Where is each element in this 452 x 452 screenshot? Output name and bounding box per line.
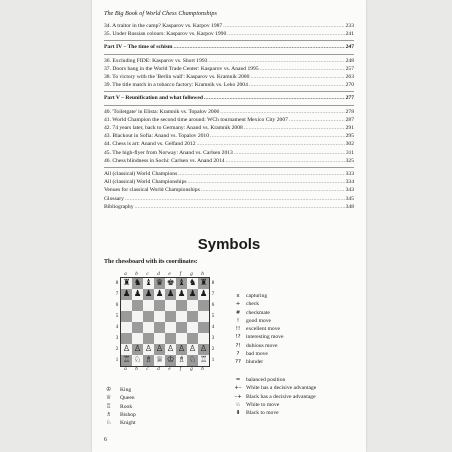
toc-entry bbox=[104, 124, 354, 132]
rank-label: 2 bbox=[115, 347, 119, 352]
rank-label: 4 bbox=[115, 325, 119, 330]
board-square bbox=[187, 311, 198, 322]
file-label: b bbox=[135, 272, 138, 277]
board-square bbox=[154, 322, 165, 333]
file-label: h bbox=[201, 272, 204, 277]
toc-entry bbox=[104, 108, 354, 116]
piece bbox=[106, 394, 136, 402]
board-square-piece: ♜ bbox=[199, 278, 208, 289]
eval-symbol bbox=[230, 376, 316, 384]
board-square-piece: ♖ bbox=[122, 355, 131, 366]
move-symbol-symbol: !! bbox=[235, 326, 241, 333]
eval-symbol bbox=[230, 384, 316, 392]
toc-title: 40. 'Toiletgate' in Elista: Kramnik vs. Topalov 2006 bbox=[104, 108, 220, 115]
move-symbol bbox=[230, 342, 283, 350]
file-label: f bbox=[179, 272, 182, 277]
toc-page: 302 bbox=[345, 141, 354, 148]
board-square bbox=[187, 300, 198, 311]
piece-symbols-legend bbox=[106, 386, 136, 427]
board-square bbox=[121, 300, 132, 311]
rank-label: 8 bbox=[211, 281, 215, 286]
toc-leader bbox=[204, 94, 345, 102]
toc-title: 39. The title match in a tobacco factory: Kramnik vs. Leko 2004 bbox=[104, 82, 248, 89]
eval-symbol-symbol: = bbox=[235, 377, 241, 383]
move-symbol-text: interesting move bbox=[246, 334, 284, 341]
toc-title: All (classical) World Champions bbox=[104, 171, 178, 178]
chessboard bbox=[120, 277, 210, 367]
toc-page: 278 bbox=[345, 108, 354, 115]
toc-page: 277 bbox=[345, 95, 354, 102]
board-square bbox=[165, 322, 176, 333]
toc-title: Part IV – The time of schism bbox=[104, 44, 173, 51]
file-label: b bbox=[135, 367, 138, 372]
board-square bbox=[176, 300, 187, 311]
move-symbol bbox=[230, 292, 283, 300]
board-square-piece: ♟ bbox=[166, 289, 175, 300]
toc-entry bbox=[104, 140, 354, 148]
toc-leader bbox=[208, 57, 344, 65]
board-square bbox=[165, 333, 176, 344]
board-square bbox=[198, 300, 209, 311]
board-square bbox=[132, 333, 143, 344]
toc-part bbox=[104, 43, 354, 51]
board-square bbox=[143, 300, 154, 311]
board-square-piece: ♙ bbox=[122, 344, 131, 355]
toc-divider bbox=[104, 54, 354, 55]
piece bbox=[106, 419, 136, 427]
board-square-piece: ♙ bbox=[133, 344, 142, 355]
toc-title: Bibliography bbox=[104, 203, 134, 210]
toc-divider bbox=[104, 167, 354, 168]
rank-label: 7 bbox=[211, 292, 215, 297]
toc-title: 34. A traitor in the camp? Kasparov vs. Karpov 1987 bbox=[104, 23, 223, 29]
board-square-piece: ♘ bbox=[133, 355, 142, 366]
piece-symbol: ♔ bbox=[106, 386, 112, 393]
board-caption: The chessboard with its coordinates: bbox=[104, 259, 198, 265]
board-square-piece: ♗ bbox=[144, 355, 153, 366]
board-square bbox=[143, 322, 154, 333]
toc-entry bbox=[104, 73, 354, 81]
toc-leader bbox=[201, 186, 345, 194]
toc-leader bbox=[220, 108, 344, 116]
toc-leader bbox=[227, 30, 344, 38]
toc-page: 348 bbox=[345, 203, 354, 210]
file-label: a bbox=[124, 272, 127, 277]
toc-entry bbox=[104, 116, 354, 124]
file-label: g bbox=[190, 272, 193, 277]
file-label: d bbox=[157, 272, 160, 277]
board-square bbox=[176, 322, 187, 333]
board-square bbox=[132, 322, 143, 333]
toc-title: Glossary bbox=[104, 195, 124, 202]
toc-leader bbox=[244, 124, 345, 132]
rank-labels-right bbox=[210, 278, 216, 366]
eval-symbol-symbol: +– bbox=[234, 385, 242, 392]
eval-symbol-text: Black to move bbox=[246, 410, 279, 417]
toc-page: 311 bbox=[345, 149, 354, 156]
board-square-piece: ♙ bbox=[155, 344, 164, 355]
board-square-piece: ♝ bbox=[144, 278, 153, 289]
move-symbol bbox=[230, 300, 283, 308]
move-symbol-text: bad move bbox=[246, 351, 268, 358]
toc-divider bbox=[104, 40, 354, 41]
toc-leader bbox=[188, 178, 345, 186]
board-square-piece: ♝ bbox=[177, 278, 186, 289]
board-square-piece: ♟ bbox=[144, 289, 153, 300]
file-label: c bbox=[146, 272, 149, 277]
toc-page: 233 bbox=[345, 23, 354, 29]
toc-entry bbox=[104, 132, 354, 140]
toc-entry bbox=[104, 30, 354, 38]
toc-page: 241 bbox=[345, 31, 354, 38]
toc-entry bbox=[104, 81, 354, 89]
piece-symbol: ♖ bbox=[106, 402, 112, 410]
board-square-piece: ♞ bbox=[188, 278, 197, 289]
toc-divider bbox=[104, 91, 354, 92]
board-square-piece: ♕ bbox=[155, 355, 164, 366]
board-square-piece: ♛ bbox=[155, 278, 164, 289]
board-square-piece: ♖ bbox=[199, 355, 208, 366]
move-symbol bbox=[230, 317, 283, 325]
board-square-piece: ♟ bbox=[155, 289, 164, 300]
toc-entry bbox=[104, 178, 354, 186]
piece-text: Rook bbox=[120, 403, 133, 410]
board-square bbox=[154, 300, 165, 311]
piece-text: Knight bbox=[120, 420, 136, 427]
toc-leader bbox=[197, 140, 345, 148]
page-number: 6 bbox=[104, 437, 107, 443]
eval-symbol-symbol: ⬇ bbox=[235, 410, 241, 417]
board-square bbox=[176, 311, 187, 322]
move-symbol-text: good move bbox=[246, 317, 272, 324]
eval-symbol-text: balanced position bbox=[246, 377, 286, 383]
toc-leader bbox=[173, 43, 344, 51]
toc-entry bbox=[104, 157, 354, 165]
move-symbol bbox=[230, 309, 283, 317]
toc-title: Venues for classical World Championships bbox=[104, 187, 200, 194]
board-square-piece: ♞ bbox=[133, 278, 142, 289]
toc-page: 248 bbox=[345, 57, 354, 64]
move-symbol-text: excellent move bbox=[246, 326, 281, 333]
board-square-piece: ♙ bbox=[166, 344, 175, 355]
piece-text: Queen bbox=[120, 395, 135, 402]
file-label: c bbox=[146, 367, 149, 372]
toc-page: 247 bbox=[345, 44, 354, 51]
toc-entry bbox=[104, 22, 354, 30]
symbols-heading: Symbols bbox=[197, 236, 261, 253]
move-symbol-symbol: x bbox=[236, 293, 240, 299]
toc-leader bbox=[260, 65, 345, 73]
toc-page: 325 bbox=[345, 157, 354, 164]
board-square-piece: ♚ bbox=[166, 278, 175, 289]
board-square-piece: ♟ bbox=[133, 289, 142, 300]
piece-text: Bishop bbox=[120, 411, 136, 418]
move-symbol-symbol: ! bbox=[236, 317, 240, 324]
board-square-piece: ♗ bbox=[177, 355, 186, 366]
toc-entry bbox=[104, 57, 354, 65]
toc-leader bbox=[125, 195, 345, 203]
eval-symbol-text: White has a decisive advantage bbox=[246, 385, 317, 392]
board-square-piece: ♟ bbox=[188, 289, 197, 300]
toc-page: 333 bbox=[345, 171, 354, 178]
eval-symbol-text: Black has a decisive advantage bbox=[246, 393, 316, 400]
file-label: g bbox=[190, 367, 193, 372]
board-square-piece: ♙ bbox=[144, 344, 153, 355]
rank-label: 6 bbox=[115, 303, 119, 308]
piece-symbol: ♗ bbox=[106, 410, 112, 418]
file-label: a bbox=[124, 367, 127, 372]
toc-page: 270 bbox=[345, 82, 354, 89]
toc-title: 37. Doors bang in the World Trade Center: Kasparov vs. Anand 1995 bbox=[104, 65, 259, 72]
rank-label: 3 bbox=[115, 336, 119, 341]
move-symbol-symbol: ? bbox=[236, 351, 240, 358]
board-square-piece: ♙ bbox=[188, 344, 197, 355]
move-symbol-text: checkmate bbox=[246, 309, 270, 316]
toc-title: 41. World Champion the second time around: WCh tournament Mexico City 2007 bbox=[104, 116, 288, 123]
toc-entry bbox=[104, 65, 354, 73]
board-square-piece: ♙ bbox=[177, 344, 186, 355]
toc-title: 38. To victory with the 'Berlin wall': Kasparov vs. Kramnik 2000 bbox=[104, 74, 250, 81]
toc-leader bbox=[135, 203, 345, 211]
move-symbol bbox=[230, 350, 283, 358]
file-labels-bottom bbox=[120, 367, 208, 372]
move-symbol-text: check bbox=[246, 301, 260, 308]
toc-page: 295 bbox=[345, 133, 354, 140]
toc-page: 291 bbox=[345, 125, 354, 132]
board-square bbox=[165, 311, 176, 322]
toc-title: 35. Under Russian colours: Kasparov vs. Karpov 1990 bbox=[104, 31, 227, 38]
piece bbox=[106, 411, 136, 419]
rank-label: 5 bbox=[211, 314, 215, 319]
toc-page: 345 bbox=[345, 195, 354, 202]
board-square bbox=[121, 333, 132, 344]
toc-page: 287 bbox=[345, 116, 354, 123]
toc-leader bbox=[226, 157, 345, 165]
board-square bbox=[154, 333, 165, 344]
move-symbol-text: blunder bbox=[246, 359, 264, 366]
rank-label: 1 bbox=[115, 358, 119, 363]
board-square bbox=[176, 333, 187, 344]
toc-leader bbox=[234, 149, 345, 157]
toc-leader bbox=[250, 73, 344, 81]
eval-symbol-symbol: –+ bbox=[234, 393, 242, 400]
move-symbol-symbol: + bbox=[235, 301, 241, 308]
rank-label: 7 bbox=[115, 292, 119, 297]
board-square bbox=[198, 311, 209, 322]
toc-part bbox=[104, 94, 354, 102]
rank-label: 5 bbox=[115, 314, 119, 319]
board-square bbox=[198, 322, 209, 333]
board-square-piece: ♙ bbox=[199, 344, 208, 355]
file-label: h bbox=[201, 367, 204, 372]
board-square bbox=[132, 300, 143, 311]
toc-page: 263 bbox=[345, 74, 354, 81]
toc-entry bbox=[104, 195, 354, 203]
toc-entry bbox=[104, 186, 354, 194]
toc-leader bbox=[223, 22, 344, 30]
piece bbox=[106, 403, 136, 411]
move-symbol bbox=[230, 325, 283, 333]
toc-title: Part V – Reunification and what followed bbox=[104, 95, 203, 102]
file-label: e bbox=[168, 367, 171, 372]
board-square bbox=[187, 322, 198, 333]
toc-page: 257 bbox=[345, 65, 354, 72]
toc-page: 334 bbox=[345, 179, 354, 186]
toc-leader bbox=[289, 116, 345, 124]
move-symbols-legend bbox=[230, 292, 283, 367]
rank-label: 6 bbox=[211, 303, 215, 308]
move-symbol bbox=[230, 333, 283, 341]
chessboard-diagram bbox=[114, 272, 216, 372]
book-page bbox=[92, 0, 366, 452]
piece-symbol: ♘ bbox=[106, 419, 112, 427]
toc-title: All (classical) World Championships bbox=[104, 179, 187, 186]
piece-symbol: ♕ bbox=[106, 394, 112, 402]
toc-leader bbox=[210, 132, 345, 140]
rank-label: 4 bbox=[211, 325, 215, 330]
board-square bbox=[121, 311, 132, 322]
toc-title: 36. Excluding FIDE: Kasparov vs. Short 1993 bbox=[104, 57, 208, 64]
piece-text: King bbox=[120, 387, 132, 393]
rank-label: 8 bbox=[115, 281, 119, 286]
board-square-piece: ♟ bbox=[177, 289, 186, 300]
eval-symbol-symbol: ♘ bbox=[235, 401, 241, 408]
toc-title: 44. Chess is art: Anand vs. Gelfand 2012 bbox=[104, 141, 196, 148]
board-square-piece: ♜ bbox=[122, 278, 131, 289]
board-square bbox=[154, 311, 165, 322]
toc-entry bbox=[104, 170, 354, 178]
board-square bbox=[198, 333, 209, 344]
eval-symbol bbox=[230, 409, 316, 417]
rank-label: 3 bbox=[211, 336, 215, 341]
eval-symbol bbox=[230, 393, 316, 401]
running-header: The Big Book of World Chess Championships bbox=[104, 10, 217, 17]
toc-page: 343 bbox=[345, 187, 354, 194]
file-label: d bbox=[157, 367, 160, 372]
move-symbol bbox=[230, 358, 283, 366]
board-square bbox=[121, 322, 132, 333]
board-square-piece: ♟ bbox=[122, 289, 131, 300]
evaluation-symbols-legend bbox=[230, 376, 316, 417]
board-square-piece: ♘ bbox=[188, 355, 197, 366]
board-square bbox=[143, 333, 154, 344]
piece bbox=[106, 386, 136, 394]
toc-title: 43. Blackout in Sofia: Anand vs. Topalov 2010 bbox=[104, 133, 210, 140]
board-square bbox=[187, 333, 198, 344]
board-square bbox=[165, 300, 176, 311]
rank-label: 2 bbox=[211, 347, 215, 352]
board-square bbox=[132, 311, 143, 322]
toc-title: 46. Chess blindness in Sochi: Carlsen vs. Anand 2014 bbox=[104, 157, 225, 164]
table-of-contents bbox=[104, 22, 354, 211]
board-square-piece: ♟ bbox=[199, 289, 208, 300]
board-square bbox=[143, 311, 154, 322]
move-symbol-symbol: ?? bbox=[235, 359, 241, 366]
move-symbol-text: capturing bbox=[246, 293, 268, 299]
toc-divider bbox=[104, 105, 354, 106]
toc-leader bbox=[178, 170, 344, 178]
toc-entry bbox=[104, 203, 354, 211]
toc-title: 42. 74 years later, back to Germany: Anand vs. Kramnik 2008 bbox=[104, 125, 243, 132]
toc-entry bbox=[104, 149, 354, 157]
move-symbol-symbol: ?! bbox=[235, 342, 241, 349]
rank-label: 1 bbox=[211, 358, 215, 363]
move-symbol-text: dubious move bbox=[246, 342, 278, 349]
move-symbol-symbol: !? bbox=[235, 334, 241, 341]
eval-symbol bbox=[230, 401, 316, 409]
eval-symbol-text: White to move bbox=[246, 401, 280, 408]
file-label: f bbox=[179, 367, 182, 372]
board-square-piece: ♔ bbox=[166, 355, 175, 366]
toc-title: 45. The high-flyer from Norway: Anand vs. Carlsen 2013 bbox=[104, 149, 233, 156]
move-symbol-symbol: # bbox=[235, 309, 241, 316]
file-label: e bbox=[168, 272, 171, 277]
toc-leader bbox=[249, 81, 345, 89]
